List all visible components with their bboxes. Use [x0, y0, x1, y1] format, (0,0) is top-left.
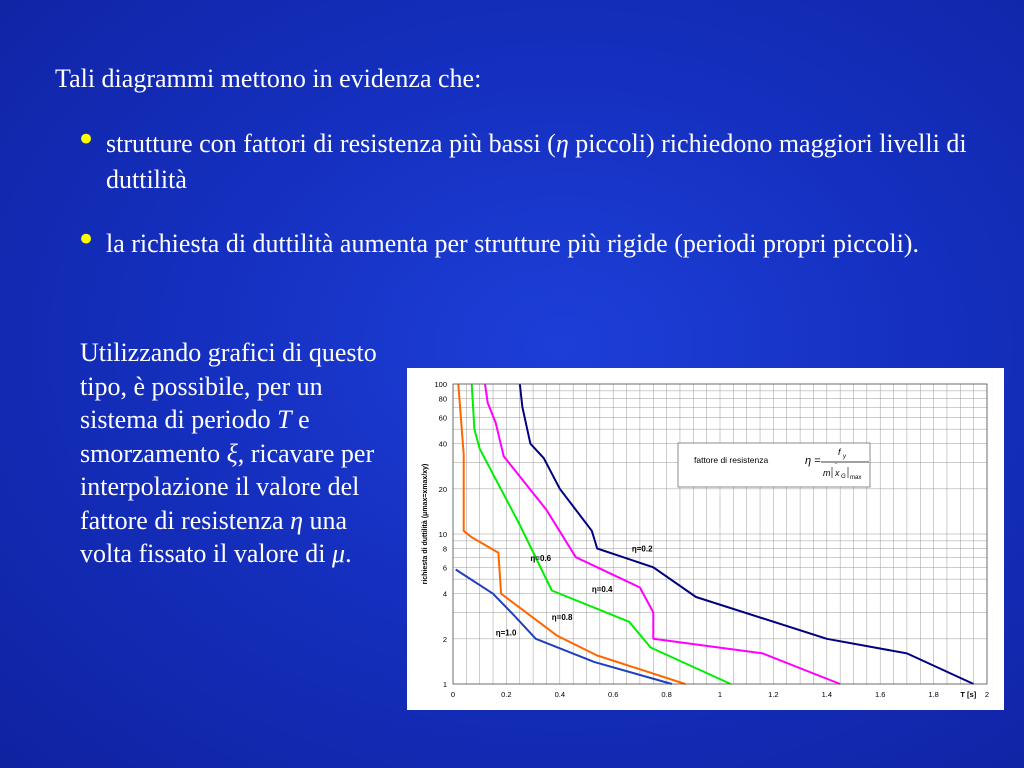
bullet-text: la richiesta di duttilità aumenta per strutture più rigide (periodi propri piccoli). — [106, 229, 919, 258]
svg-text:x: x — [835, 468, 840, 478]
ductility-chart — [407, 368, 1004, 710]
y-axis-label: richiesta di duttilità (μmax=xmax/xy) — [422, 463, 429, 585]
annotation-label: fattore di resistenza — [694, 455, 769, 465]
y-tick-label: 60 — [438, 413, 447, 423]
x-tick-label: 1.4 — [821, 690, 833, 699]
series-label: η=0.2 — [631, 544, 653, 554]
svg-text:max: max — [850, 475, 862, 481]
series-label: η=1.0 — [495, 628, 517, 638]
y-tick-label: 10 — [438, 530, 447, 539]
xi-symbol: ξ — [226, 438, 238, 468]
eta-symbol: η — [290, 505, 303, 535]
y-tick-label: 20 — [438, 484, 447, 494]
x-tick-label: 1 — [717, 690, 723, 699]
bullet-icon: • — [76, 220, 97, 260]
series-label: η=0.6 — [530, 554, 552, 564]
x-tick-label: 0.2 — [501, 690, 512, 699]
y-tick-label: 40 — [438, 439, 447, 449]
x-tick-label: 1.8 — [928, 690, 939, 699]
mu-symbol: μ — [332, 539, 346, 568]
bullet-item — [76, 120, 998, 198]
resistance-factor-annotation — [678, 443, 870, 487]
svg-text:m: m — [823, 468, 831, 478]
x-axis-label: T [s] — [960, 690, 977, 699]
series-label: η=0.4 — [591, 584, 613, 594]
x-tick-label: 2 — [984, 690, 990, 699]
x-tick-label: 1.6 — [874, 690, 886, 699]
side-paragraph: Utilizzando grafici di questo tipo, è possibile, per un sistema di periodo T e smorzamento ξ, ricavare per interpolazione il valore del fattore di resistenza η una volta fissato il valore di μ. — [80, 338, 377, 568]
y-tick-label: 2 — [442, 634, 447, 644]
chart-axes — [422, 380, 989, 699]
bullet-text: strutture con fattori di resistenza più bassi (η piccoli) richiedono maggiori livelli di duttilità — [106, 129, 967, 194]
x-tick-label: 0.8 — [661, 690, 672, 699]
chart-grid — [453, 384, 987, 684]
bullet-item — [76, 220, 998, 262]
y-tick-label: 100 — [434, 380, 447, 389]
series-label: η=0.8 — [551, 612, 573, 622]
y-tick-label: 80 — [438, 394, 447, 404]
svg-text:f: f — [838, 447, 841, 457]
x-tick-label: 0.4 — [554, 690, 566, 699]
eta-symbol: η — [555, 129, 569, 158]
y-tick-label: 8 — [442, 544, 447, 554]
x-tick-label: 0 — [450, 690, 456, 699]
x-tick-label: 1.2 — [768, 690, 779, 699]
y-tick-label: 4 — [442, 589, 447, 599]
chart-svg — [407, 368, 1004, 710]
y-tick-label: 6 — [442, 563, 447, 573]
svg-text:¨: ¨ — [835, 463, 838, 470]
svg-text:y: y — [843, 454, 846, 460]
intro-text: Tali diagrammi mettono in evidenza che: — [55, 64, 482, 93]
bullet-icon: • — [76, 120, 97, 160]
y-tick-label: 1 — [442, 680, 447, 689]
x-tick-label: 0.6 — [607, 690, 619, 699]
period-symbol: T — [277, 405, 292, 434]
svg-text:G: G — [841, 474, 846, 480]
svg-text:η =: η = — [805, 455, 821, 467]
